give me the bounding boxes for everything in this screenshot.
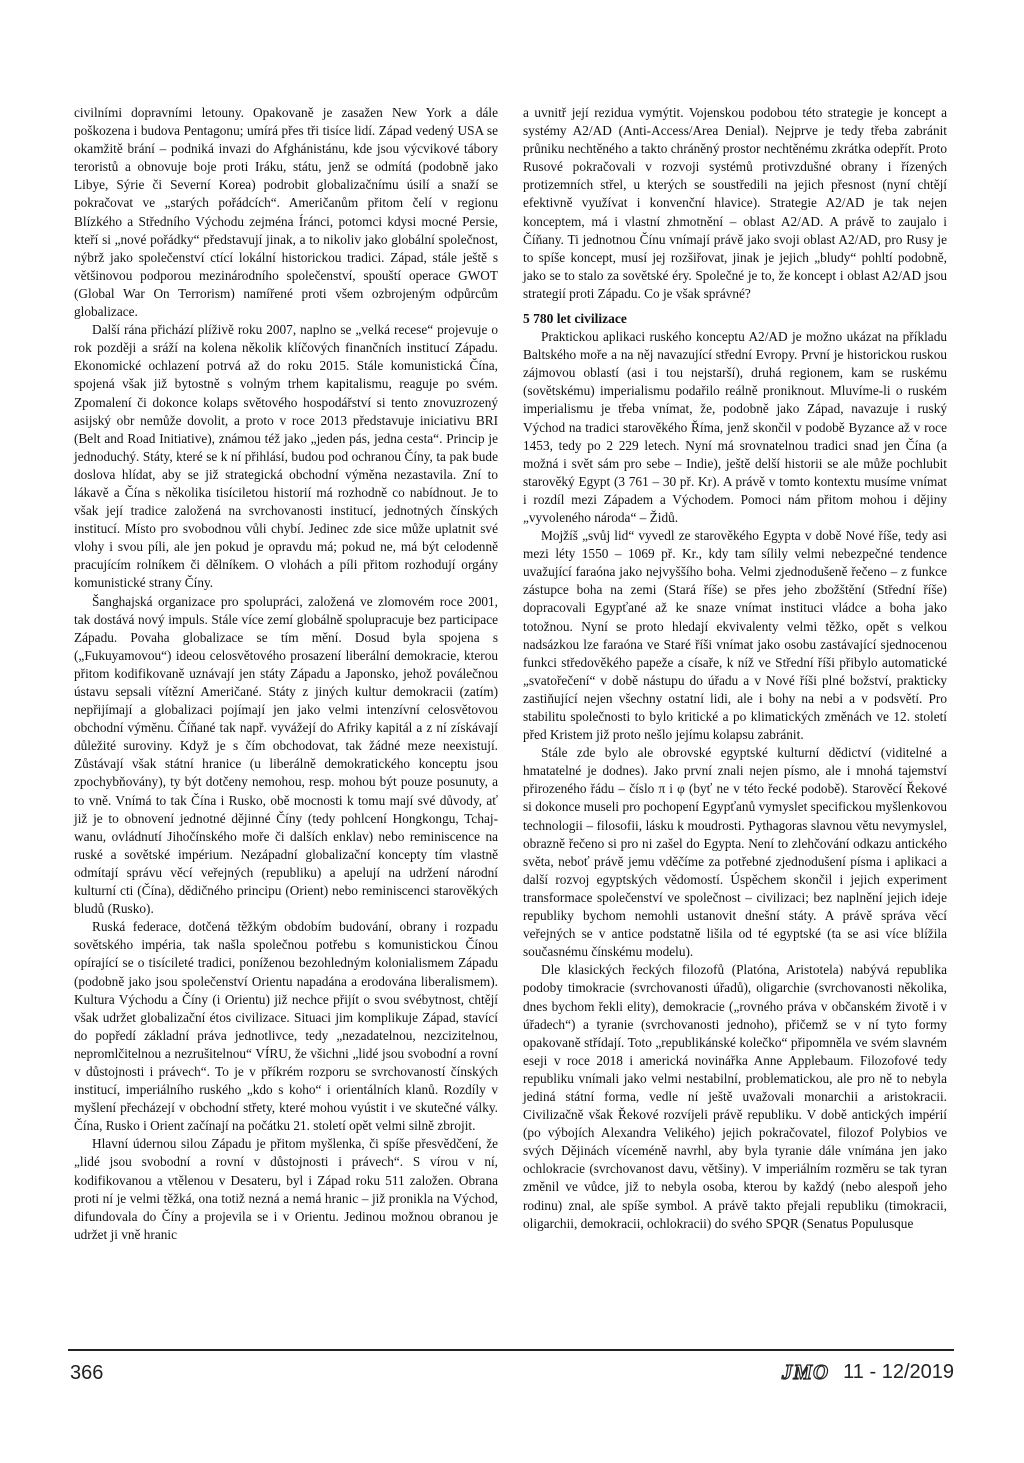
right-paragraph: Stále zde bylo ale obrovské egyptské kulturní dědictví (viditelné a hmatatelné je dodnes). Jako první znali nejen písmo, ale i mnohá tajemství přirozeného řádu – číslo π i φ (byť ne v této řecké podobě). Starověcí Řekové si dokonce museli pro pochopení Egypťanů vymyslet specifickou myšlenkovou technologii – filosofii, lásku k moudrosti. Pythagoras slavnou větu nevymyslel, obrazně řečeno si pro ni zašel do Egypta. Není to zlehčování odkazu antického světa, neboť právě jemu vděčíme za potřebné zjednodušení písma i aplikaci a další rozvoj egyptských vědomostí. Úspěchem skončil i jejich experiment transformace společenství ve společnost – civilizaci; bez naplnění jejich ideje republiky bychom nemohli ustanovit dnešní státy. A právě správa věcí veřejných se v antice podstatně lišila od té egyptské (ta se asi více blížila současnému čínskému modelu).: [523, 745, 947, 960]
footer-rule: [68, 1349, 954, 1351]
left-paragraph: Hlavní údernou silou Západu je přitom myšlenka, či spíše přesvědčení, že „lidé jsou svobodní a rovní v důstojnosti i právech“. S vírou v ní, kodifikovanou a vtělenou v Desateru, byl i Západ roku 511 založen. Obrana proti ní je velmi těžká, ona totiž nezná a nemá hranic – již pronikla na Východ, difundovala do Číny a projevila se i v Orientu. Jedinou možnou obranou je udržet ji vně hranic: [74, 1136, 498, 1242]
right-paragraph: a uvnitř její rezidua vymýtit. Vojenskou podobou této strategie je koncept a systémy A2/AD (Anti-Access/Area Denial). Nejprve je tedy třeba zabránit průniku nechtěného a takto chráněný prostor nechtěnému zkrátka odepřít. Proto Rusové pokračovali v rozvoji systémů protivzdušné obrany i řízených protizemních střel, u kterých se soustředili na jejich přesnost (nyní chtějí efektivně využívat i konvenční hlavice). Strategie A2/AD je tak nejen konceptem, má i vlastní zhmotnění – oblast A2/AD. A právě to zaujalo i Číňany. Ti jednotnou Čínu vnímají právě jako svoji oblast A2/AD, pro Rusy je to spíše koncept, musí jej rozšiřovat, jinak je jejich „bludy“ pohltí podobně, jako se to stalo za sovětské éry. Společné je to, že koncept i oblast A2/AD jsou strategií proti Západu. Co je však správné?: [523, 105, 947, 301]
page-number: 366: [70, 1362, 104, 1384]
issue-label: 11 - 12/2019: [843, 1361, 954, 1383]
left-paragraph: Šanghajská organizace pro spolupráci, založená ve zlomovém roce 2001, tak dostává nový impuls. Stále více zemí globálně spolupracuje bez participace Západu. Povaha globalizace se tím mění. Dosud byla spojena s („Fukuyamovou“) ideou celosvětového prosazení liberální demokracie, kterou přitom kodifikovaně uznávají jen státy Západu a Japonsko, jehož poválečnou ústavu sepsali vítězní Američané. Státy z jiných kultur demokracii (zatím) nepřijímají a globalizaci pojímají jen jako velmi intenzívní celosvětovou obchodní výměnu. Číňané tak např. vyvážejí do Afriky kapitál a z ní získávají důležité suroviny. Když je s čím obchodovat, tak žádné meze neexistují. Zůstávají však státní hranice (u liberálně demokratického konceptu jsou zpochybňovány), ty být dotčeny nemohou, resp. mohou být pouze posunuty, a to vně. Vnímá to tak Čína i Rusko, obě mocnosti k tomu mají své důvody, ať již je to obnovení jednotné dějinné Číny (tedy pohlcení Hongkongu, Tchaj-wanu, ovládnutí Jihočínského moře či dalších enklav) nebo reminiscence na ruské a sovětské impérium. Nezápadní globalizační koncepty tím vlastně odmítají správu věcí veřejných (republiku) a apelují na udržení národní kulturní cti (Čína), dědičného principu (Orient) nebo reminiscenci starověkých bludů (Rusko).: [74, 593, 498, 917]
right-paragraph: Praktickou aplikaci ruského konceptu A2/AD je možno ukázat na příkladu Baltského moře a na něj navazující střední Evropy. První je historickou ruskou zájmovou oblastí (asi i tou nejstarší), druhá regionem, kam se ruskému (sovětskému) imperialismu podařilo reálně proniknout. Mluvíme-li o ruském imperialismu je třeba vnímat, že, podobně jako Západ, navazuje i ruský Východ na tradici starověkého Říma, jenž skončil v podobě Byzance až v roce 1453, tedy po 2 229 letech. Nyní má srovnatelnou tradici snad jen Čína (a možná i svět sám pro sebe – Indie), ještě delší historii se ale může pochlubit starověký Egypt (3 761 – 30 př. Kr). A právě v tomto kontextu musíme vnímat i rozdíl mezi Západem a Východem. Pomoci nám přitom mohou i dějiny „vyvoleného národa“ – Židů.: [523, 329, 947, 525]
left-paragraph: Ruská federace, dotčená těžkým obdobím budování, obrany i rozpadu sovětského impéria, tak našla společnou potřebu s komunistickou Čínou opírající se o tisícileté tradici, poníženou bezohledným kolonialismem Západu (podobně jako jsou společenství Orientu napadána a erodována liberalismem). Kultura Východu a Číny (i Orientu) již nechce přijít o svou svébytnost, chtějí však udržet globalizační étos civilizace. Situaci jim komplikuje Západ, stavící do popředí základní práva jednotlivce, tedy „nezadatelnou, nezcizitelnou, nepromlčitelnou a nezrušitelnou“ VÍRU, že všichni „lidé jsou svobodní a rovní v důstojnosti i právech“. To je v příkrém rozporu se svrchovaností čínských institucí, imperiálního ruského „kdo s koho“ i orientálních klanů. Rozdíly v myšlení přecházejí v obchodní střety, které mohou vyústit i ve skutečné války. Čína, Rusko i Orient začínají na počátku 21. století opět velmi silně zbrojit.: [74, 919, 498, 1134]
section-heading: 5 780 let civilizace: [523, 311, 627, 327]
footer-issue-block: [782, 1360, 954, 1385]
right-paragraph: Mojžíš „svůj lid“ vyvedl ze starověkého Egypta v době Nové říše, tedy asi mezi léty 1550 – 1069 př. Kr., kdy tam sílily velmi nebezpečné tendence uvažující faraóna jako nejvyššího boha. Velmi zjednodušeně řečeno – z funkce zástupce boha na zemi (Stará říše) se přes jeho zbožštění (Střední říše) dopracovali Egypťané až ke snaze vnímat instituci vládce a boha jako totožnou. Nyní se proto hledají ekvivalenty velmi těžko, opět s velkou nadsázkou lze faraóna ve Staré říši vnímat jako osobu zastávající sjednocenou funkci středověkého papeže a císaře, k níž ve Střední říši přibylo automatické „svatořečení“ v době nástupu do úřadu a v Nové říši plné božství, prakticky zastiňující nejen všechny ostatní lidi, ale i bohy na nebi a v podsvětí. Pro stabilitu společnosti to bylo kritické a po klimatických změnách ve 12. století před Kristem již proto nešlo jejímu kolapsu zabránit.: [523, 528, 947, 743]
left-paragraph: Další rána přichází plíživě roku 2007, naplno se „velká recese“ projevuje o rok později a sráží na kolena několik klíčových finančních institucí Západu. Ekonomické ochlazení potrvá až do roku 2015. Stále komunistická Čína, spojená však již bytostně s volným trhem kapitalismu, reaguje po svém. Zpomalení či dokonce kolaps světového hospodářství si tento znovuzrozený asijský obr nemůže dovolit, a proto v roce 2013 představuje iniciativu BRI (Belt and Road Initiative), známou též jako „jeden pás, jedna cesta“. Princip je jednoduchý. Státy, které se k ní přihlásí, budou pod ochranou Číny, ta pak bude doslova hlídat, aby se již strategická obchodní výměna nezastavila. Zní to lákavě a Čína s několika tisíciletou historií má rozhodně co nabídnout. Je to však její tradice založená na svrchovanosti institucí, jednotných čínských institucí. Místo pro svobodnou vůli chybí. Jedinec zde sice může uplatnit své vlohy i svou píli, ale jen pokud je opravdu má; pokud ne, má být celodenně pracujícím rolníkem či dělníkem. O vlohách a píli přitom rozhodují orgány komunistické strany Číny.: [74, 322, 498, 591]
left-column: [74, 104, 498, 1244]
left-paragraph: civilními dopravními letouny. Opakovaně je zasažen New York a dále poškozena i budova Pentagonu; umírá přes tři tisíce lidí. Západ vedený USA se okamžitě brání – podniká invazi do Afghánistánu, kde jsou výcvikové tábory teroristů a obnovuje boje proti Iráku, státu, jenž se odmítá (podobně jako Libye, Sýrie či Severní Korea) podrobit globalizačnímu úsilí a snaží se pokračovat ve „starých pořádcích“. Američanům přitom čelí v regionu Blízkého a Středního Východu zejména Íránci, potomci kdysi mocné Persie, kteří si „nové pořádky“ představují jinak, a to nikoliv jako globální společnost, nýbrž jako společenství ctící lokální historickou tradici. Západ, stále ještě s většinovou podporou mezinárodního společenství, spouští operace GWOT (Global War On Terrorism) namířené proti všem ozbrojeným odpůrcům globalizace.: [74, 105, 498, 320]
journal-logo: JMO: [781, 1360, 830, 1384]
right-column: [523, 104, 947, 1233]
right-paragraph: Dle klasických řeckých filozofů (Platóna, Aristotela) nabývá republika podoby timokracie (svrchovanosti úřadů), oligarchie (svrchovanosti několika, dnes bychom řekli elity), demokracie („rovného práva v občanském životě i v úřadech“) a tyranie (svrchovanosti jednoho), přičemž se v ní tyto formy opakovaně střídají. Toto „republikánské kolečko“ připomněla ve svém slavném eseji v roce 2018 i americká novinářka Anne Applebaum. Filozofové tedy republiku vnímali jako velmi nestabilní, problematickou, ale pro ně to nebyla jediná státní forma, vedle ní ještě uvažovali monarchii a aristokracii. Civilizačně však Řekové rozvíjeli právě republiku. V době antických impérií (po výbojích Alexandra Velikého) jejich pokračovatel, filozof Polybios ve svých Dějinách víceméně navrhl, aby byla tyranie dále vnímána jen jako ochlokracie (svrchovanost davu, většiny). V imperiálním rozměru se tak tyran změnil ve vůdce, již to nebyla osoba, kterou by každý (nebo alespoň jeho rodinu) znal, ale spíše symbol. A právě takto přejali republiku (timokracii, oligarchii, demokracii, ochlokracii) do svého SPQR (Senatus Populusque: [523, 962, 947, 1231]
